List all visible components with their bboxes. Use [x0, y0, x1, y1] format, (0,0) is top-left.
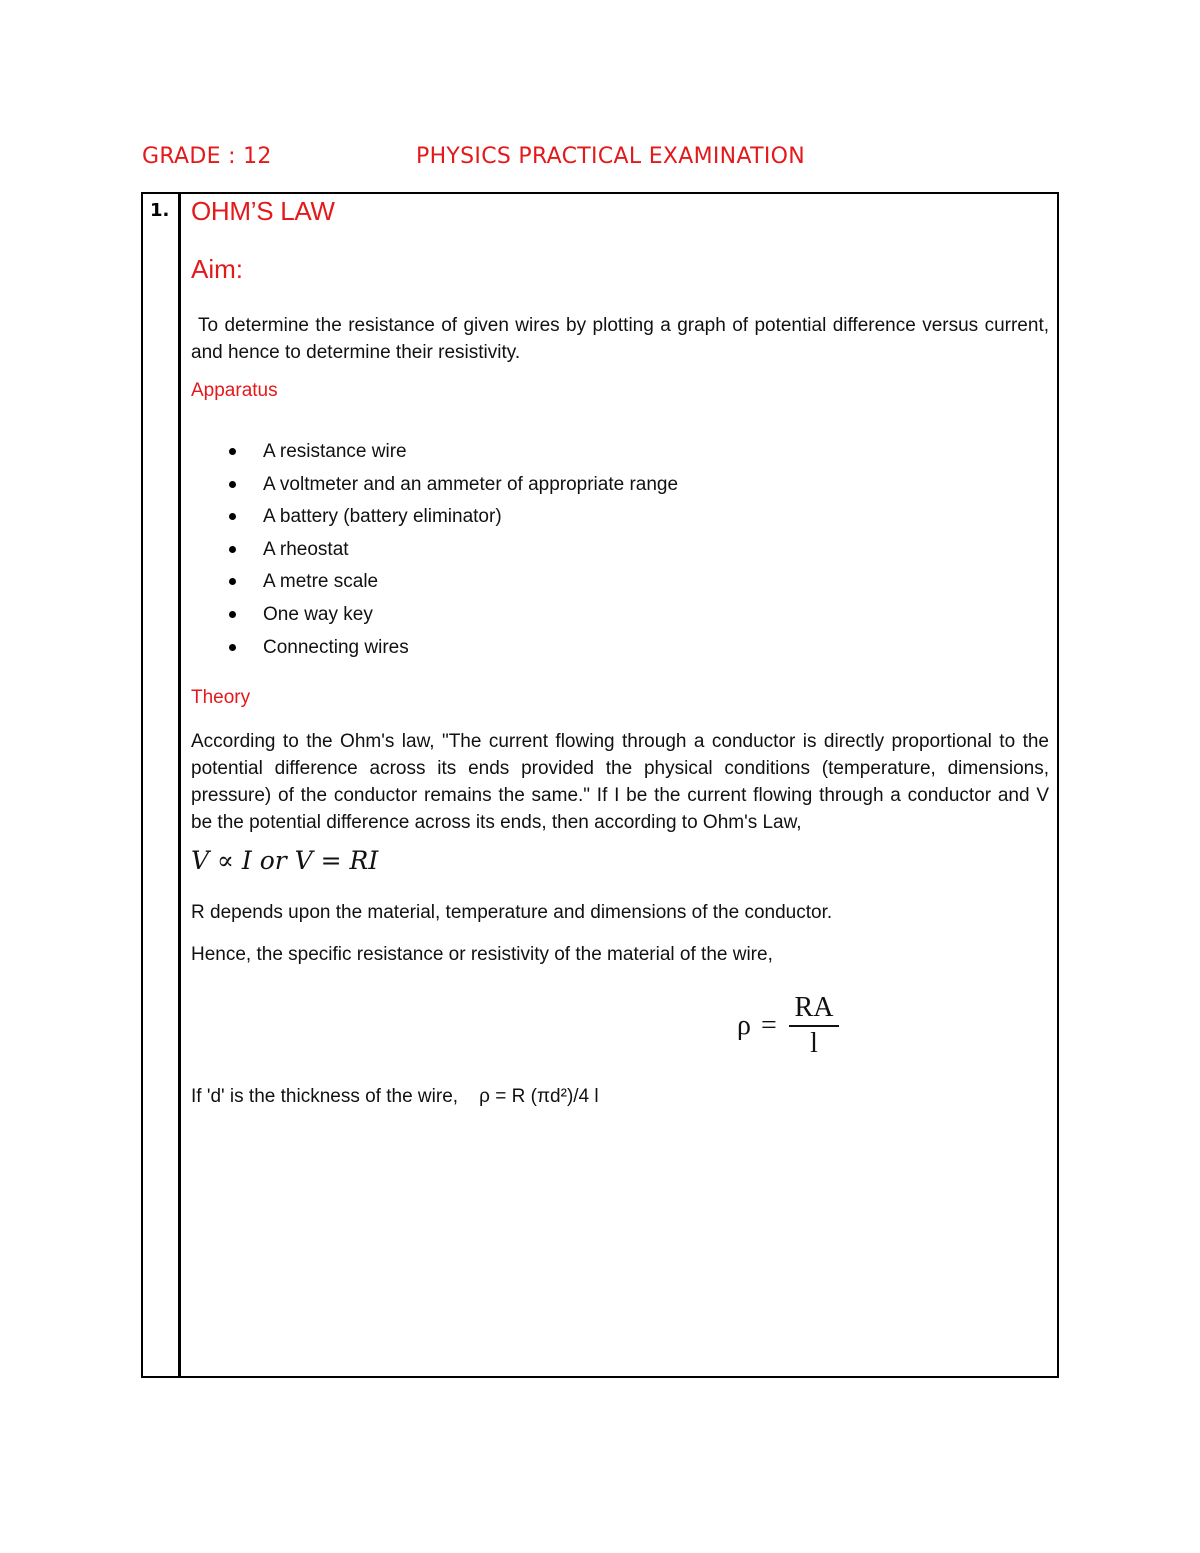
table-column-divider: [178, 192, 181, 1378]
rho-symbol: ρ: [737, 1010, 751, 1041]
resistance-dependence-text: R depends upon the material, temperature and dimensions of the conductor.: [191, 902, 833, 923]
apparatus-item-label: A battery (battery eliminator): [263, 506, 502, 528]
bullet-icon: [229, 644, 236, 651]
apparatus-item: [191, 568, 678, 601]
apparatus-item: [191, 471, 678, 504]
equals-sign: =: [761, 1010, 777, 1041]
header-title: PHYSICS PRACTICAL EXAMINATION: [416, 144, 805, 169]
aim-heading: Aim:: [191, 254, 243, 284]
aim-text: To determine the resistance of given wires by plotting a graph of potential difference versus current, and hence to determine their resistivity.: [191, 315, 1049, 363]
apparatus-item: [191, 503, 678, 536]
theory-heading: Theory: [191, 687, 251, 708]
bullet-icon: [229, 578, 236, 585]
bullet-icon: [229, 448, 236, 455]
fraction-denominator: l: [810, 1028, 818, 1059]
experiment-number: 1.: [150, 200, 170, 221]
header-grade: GRADE : 12: [142, 144, 272, 169]
theory-text: According to the Ohm's law, "The current flowing through a conductor is directly proportional to the potential difference across its ends provided the physical conditions (temperature, dimensions, pressure) of the conductor remains the same." If I be the current flowing through a conductor and V be the potential difference across its ends, then according to Ohm's Law,: [191, 731, 1049, 833]
ohms-law-equation: V ∝ I or V = RI: [191, 846, 379, 875]
apparatus-item-label: A metre scale: [263, 571, 379, 593]
apparatus-item-label: Connecting wires: [263, 636, 409, 658]
resistivity-intro-text: Hence, the specific resistance or resistivity of the material of the wire,: [191, 944, 773, 965]
apparatus-item: [191, 634, 678, 667]
apparatus-heading: Apparatus: [191, 380, 278, 401]
apparatus-item: [191, 438, 678, 471]
fraction-bar: [789, 1025, 839, 1027]
apparatus-item-label: One way key: [263, 603, 373, 625]
bullet-icon: [229, 546, 236, 553]
apparatus-list: [191, 438, 678, 666]
apparatus-item: [191, 536, 678, 569]
bullet-icon: [229, 513, 236, 520]
fraction-numerator: RA: [794, 992, 834, 1023]
apparatus-item-label: A resistance wire: [263, 441, 407, 462]
apparatus-item-label: A voltmeter and an ammeter of appropriate range: [263, 473, 679, 495]
thickness-formula-text: If 'd' is the thickness of the wire, ρ = R (πd²)/4 l: [191, 1086, 599, 1107]
apparatus-item-label: A rheostat: [263, 538, 349, 560]
bullet-icon: [229, 611, 236, 618]
experiment-title: OHM’S LAW: [191, 196, 335, 226]
apparatus-item: [191, 601, 678, 634]
bullet-icon: [229, 481, 236, 488]
